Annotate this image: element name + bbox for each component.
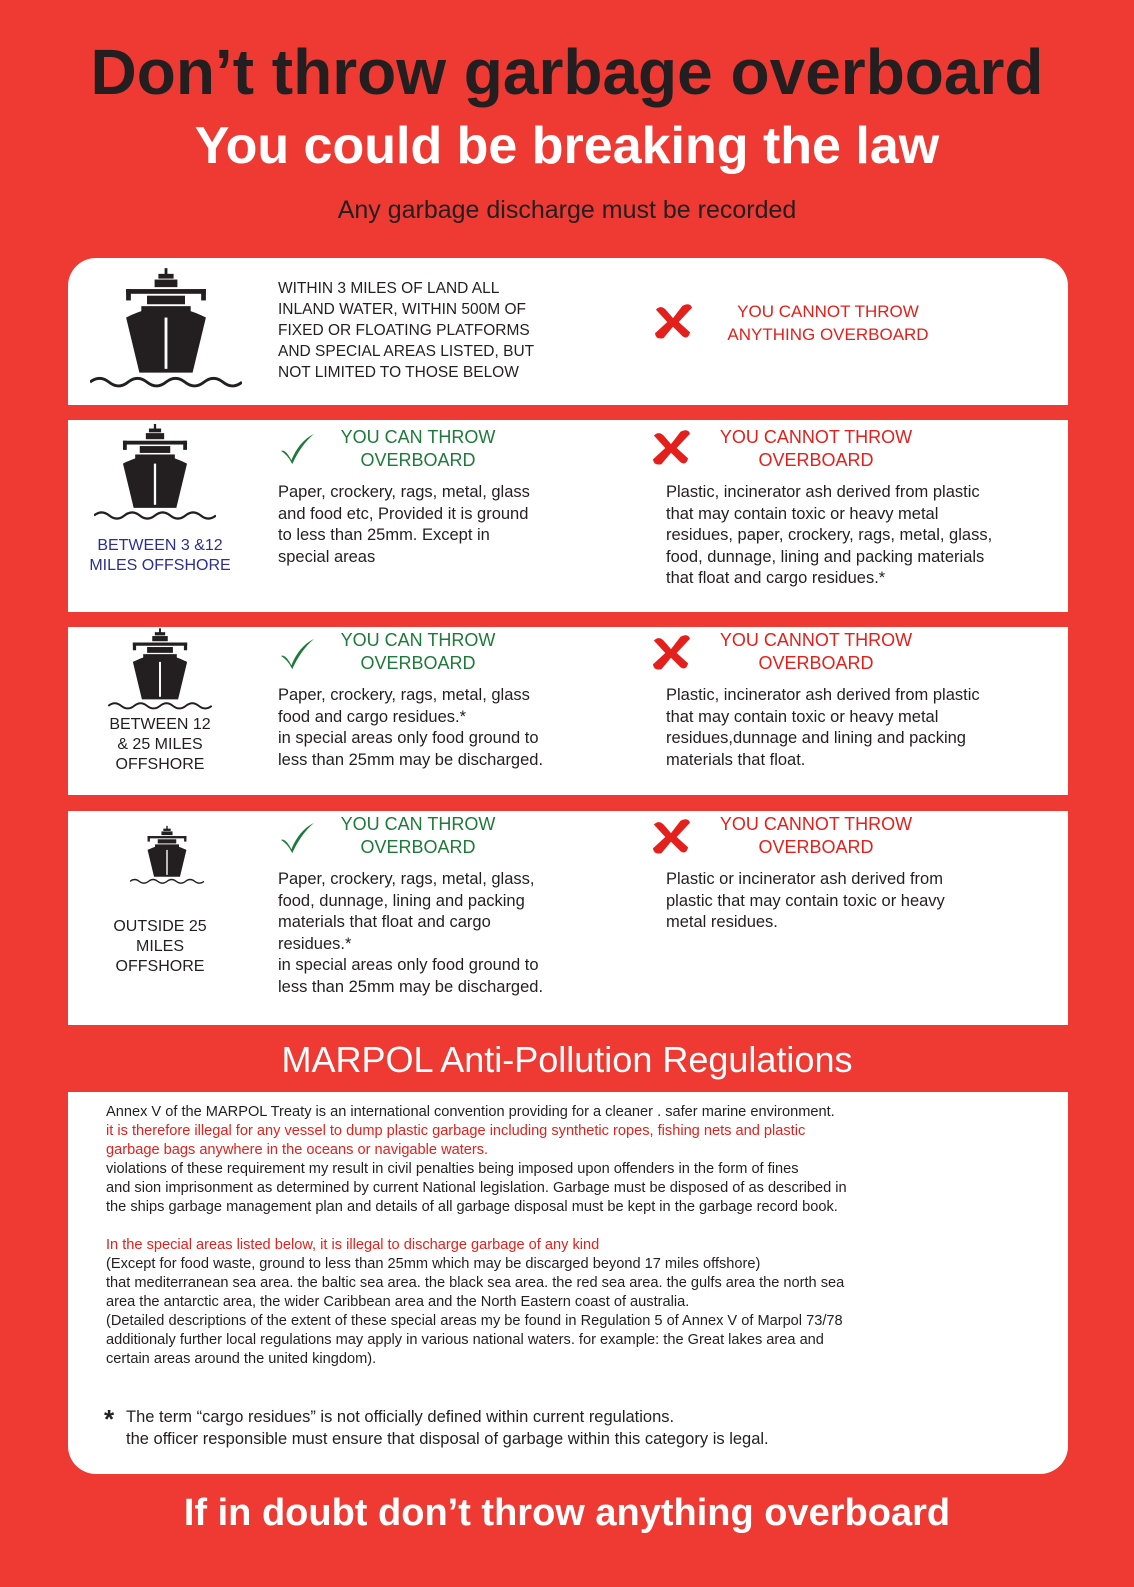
zone-3-can-head	[318, 629, 518, 675]
condition-line: INLAND WATER, WITHIN 500M OF	[278, 301, 527, 318]
footnote-line: the officer responsible must ensure that disposal of garbage within this category is legal.	[126, 1430, 769, 1448]
special-line: certain areas around the united kingdom).	[106, 1351, 377, 1367]
cross-icon	[650, 428, 692, 466]
zone-4-can-list	[278, 869, 608, 998]
cannot-line: YOU CANNOT THROW	[737, 302, 919, 321]
cross-icon	[650, 633, 692, 671]
special-line: area the antarctic area, the wider Caribbean area and the North Eastern coast of australia.	[106, 1294, 690, 1310]
ship-icon	[90, 266, 242, 390]
zone-within-3-miles-panel	[68, 258, 1068, 405]
zone-1-condition	[278, 278, 578, 383]
annex-line: Annex V of the MARPOL Treaty is an international convention providing for a cleaner . safer marine environment.	[106, 1104, 835, 1120]
tick-icon	[278, 432, 316, 466]
can-line: materials that float and cargo	[278, 913, 491, 931]
zone-label-line: MILES	[135, 938, 184, 955]
can-line: food and cargo residues.*	[278, 707, 467, 726]
can-head-line: YOU CAN THROW	[340, 427, 496, 447]
cannot-head-line: OVERBOARD	[758, 837, 874, 857]
special-line: additionaly further local regulations may apply in various national waters. for example: the Great lakes area and	[106, 1332, 824, 1348]
footnote-line: The term “cargo residues” is not officially defined within current regulations.	[126, 1408, 675, 1426]
tick-icon	[278, 637, 316, 671]
can-line: less than 25mm may be discharged.	[278, 977, 544, 996]
zone-1-cannot-head	[708, 300, 948, 346]
ship-icon	[94, 420, 216, 524]
can-line: residues.*	[278, 934, 352, 953]
zone-3-cannot-head	[696, 629, 936, 675]
annex-red-line: garbage bags anywhere in the oceans or navigable waters.	[106, 1142, 489, 1158]
zone-3-cannot-list	[666, 685, 1046, 771]
zone-label-line: OFFSHORE	[115, 958, 205, 975]
zone-4-cannot-head	[696, 813, 936, 859]
cannot-line: that float and cargo residues.*	[666, 569, 886, 587]
record-note: Any garbage discharge must be recorded	[337, 196, 797, 224]
can-line: Paper, crockery, rags, metal, glass	[278, 686, 530, 704]
main-title: Don’t throw garbage overboard	[90, 36, 1044, 108]
can-head-line: YOU CAN THROW	[340, 630, 496, 650]
condition-line: FIXED OR FLOATING PLATFORMS	[278, 322, 530, 339]
cannot-line: metal residues.	[666, 913, 778, 931]
can-head-line: OVERBOARD	[360, 450, 476, 470]
condition-line: NOT LIMITED TO THOSE BELOW	[278, 364, 519, 381]
can-line: Paper, crockery, rags, metal, glass,	[278, 870, 535, 888]
zone-3-label	[76, 715, 244, 775]
marpol-annex-text	[106, 1103, 1006, 1369]
can-head-line: OVERBOARD	[360, 653, 476, 673]
zone-label-line: BETWEEN 12	[109, 716, 211, 733]
can-line: food, dunnage, lining and packing	[278, 891, 525, 910]
zone-2-cannot-head	[696, 426, 936, 472]
zone-3-12-miles-panel	[68, 420, 1068, 612]
special-line: (Detailed descriptions of the extent of these special areas my be found in Regulation 5 of Annex V of Marpol 73/78	[106, 1313, 843, 1329]
cannot-line: ANYTHING OVERBOARD	[727, 325, 929, 344]
cannot-line: that may contain toxic or heavy metal	[666, 504, 939, 523]
can-line: in special areas only food ground to	[278, 729, 539, 747]
special-line: that mediterranean sea area. the baltic sea area. the black sea area. the red sea area. the gulfs area the north sea	[106, 1275, 845, 1291]
cannot-head-line: YOU CANNOT THROW	[719, 427, 913, 447]
zone-12-25-miles-panel	[68, 627, 1068, 795]
cannot-line: Plastic, incinerator ash derived from plastic	[666, 483, 980, 501]
zone-4-cannot-list	[666, 869, 1046, 934]
zone-label-line: MILES OFFSHORE	[89, 557, 231, 574]
cannot-head-line: OVERBOARD	[758, 653, 874, 673]
footer-warning: If in doubt don’t throw anything overboard	[183, 1492, 951, 1534]
ship-icon	[130, 821, 204, 889]
marpol-title: MARPOL Anti-Pollution Regulations	[281, 1039, 853, 1080]
can-line: in special areas only food ground to	[278, 956, 539, 974]
cargo-residues-footnote	[104, 1406, 984, 1450]
special-line: (Except for food waste, ground to less than 25mm which may be discarged beyond 17 miles offshore)	[106, 1256, 761, 1272]
can-head-line: OVERBOARD	[360, 837, 476, 857]
can-line: less than 25mm may be discharged.	[278, 750, 544, 769]
cannot-line: residues,dunnage and lining and packing	[666, 729, 966, 747]
zone-label-line: OUTSIDE 25	[113, 918, 207, 935]
cross-icon	[652, 302, 694, 340]
zone-2-can-head	[318, 426, 518, 472]
footnote-asterisk: *	[104, 1404, 115, 1434]
annex-red-line: it is therefore illegal for any vessel to dump plastic garbage including synthetic ropes, fishing nets and plastic	[106, 1123, 806, 1139]
subtitle: You could be breaking the law	[194, 117, 940, 175]
can-line: to less than 25mm. Except in	[278, 526, 490, 544]
zone-3-can-list	[278, 685, 608, 771]
cannot-line: that may contain toxic or heavy metal	[666, 707, 939, 726]
annex-line: violations of these requirement my result in civil penalties being imposed upon offenders in the form of fines	[106, 1161, 799, 1177]
cannot-line: Plastic or incinerator ash derived from	[666, 870, 943, 888]
zone-2-label	[76, 536, 244, 576]
cannot-line: materials that float.	[666, 750, 806, 769]
annex-line: and sion imprisonment as determined by current National legislation. Garbage must be disposed of as described in	[106, 1180, 847, 1196]
condition-line: AND SPECIAL AREAS LISTED, BUT	[278, 343, 535, 360]
cannot-head-line: OVERBOARD	[758, 450, 874, 470]
zone-2-can-list	[278, 482, 608, 568]
zone-outside-25-miles-panel	[68, 811, 1068, 1025]
cannot-line: plastic that may contain toxic or heavy	[666, 891, 945, 910]
cross-icon	[650, 817, 692, 855]
cannot-head-line: YOU CANNOT THROW	[719, 630, 913, 650]
cannot-line: residues, paper, crockery, rags, metal, glass,	[666, 526, 993, 544]
zone-label-line: & 25 MILES	[117, 736, 203, 753]
can-head-line: YOU CAN THROW	[340, 814, 496, 834]
can-line: Paper, crockery, rags, metal, glass	[278, 483, 530, 501]
tick-icon	[278, 821, 316, 855]
ship-icon	[106, 627, 214, 711]
zone-4-can-head	[318, 813, 518, 859]
zone-label-line: OFFSHORE	[115, 756, 205, 773]
condition-line: WITHIN 3 MILES OF LAND ALL	[278, 280, 500, 297]
cannot-line: Plastic, incinerator ash derived from plastic	[666, 686, 980, 704]
can-line: special areas	[278, 547, 376, 566]
special-areas-red-line: In the special areas listed below, it is illegal to discharge garbage of any kind	[106, 1237, 600, 1253]
cannot-line: food, dunnage, lining and packing materials	[666, 547, 985, 566]
zone-label-line: BETWEEN 3 &12	[97, 537, 223, 554]
cannot-head-line: YOU CANNOT THROW	[719, 814, 913, 834]
zone-4-label	[76, 917, 244, 977]
zone-2-cannot-list	[666, 482, 1046, 590]
can-line: and food etc, Provided it is ground	[278, 504, 529, 523]
annex-line: the ships garbage management plan and details of all garbage disposal must be kept in the garbage record book.	[106, 1199, 838, 1215]
